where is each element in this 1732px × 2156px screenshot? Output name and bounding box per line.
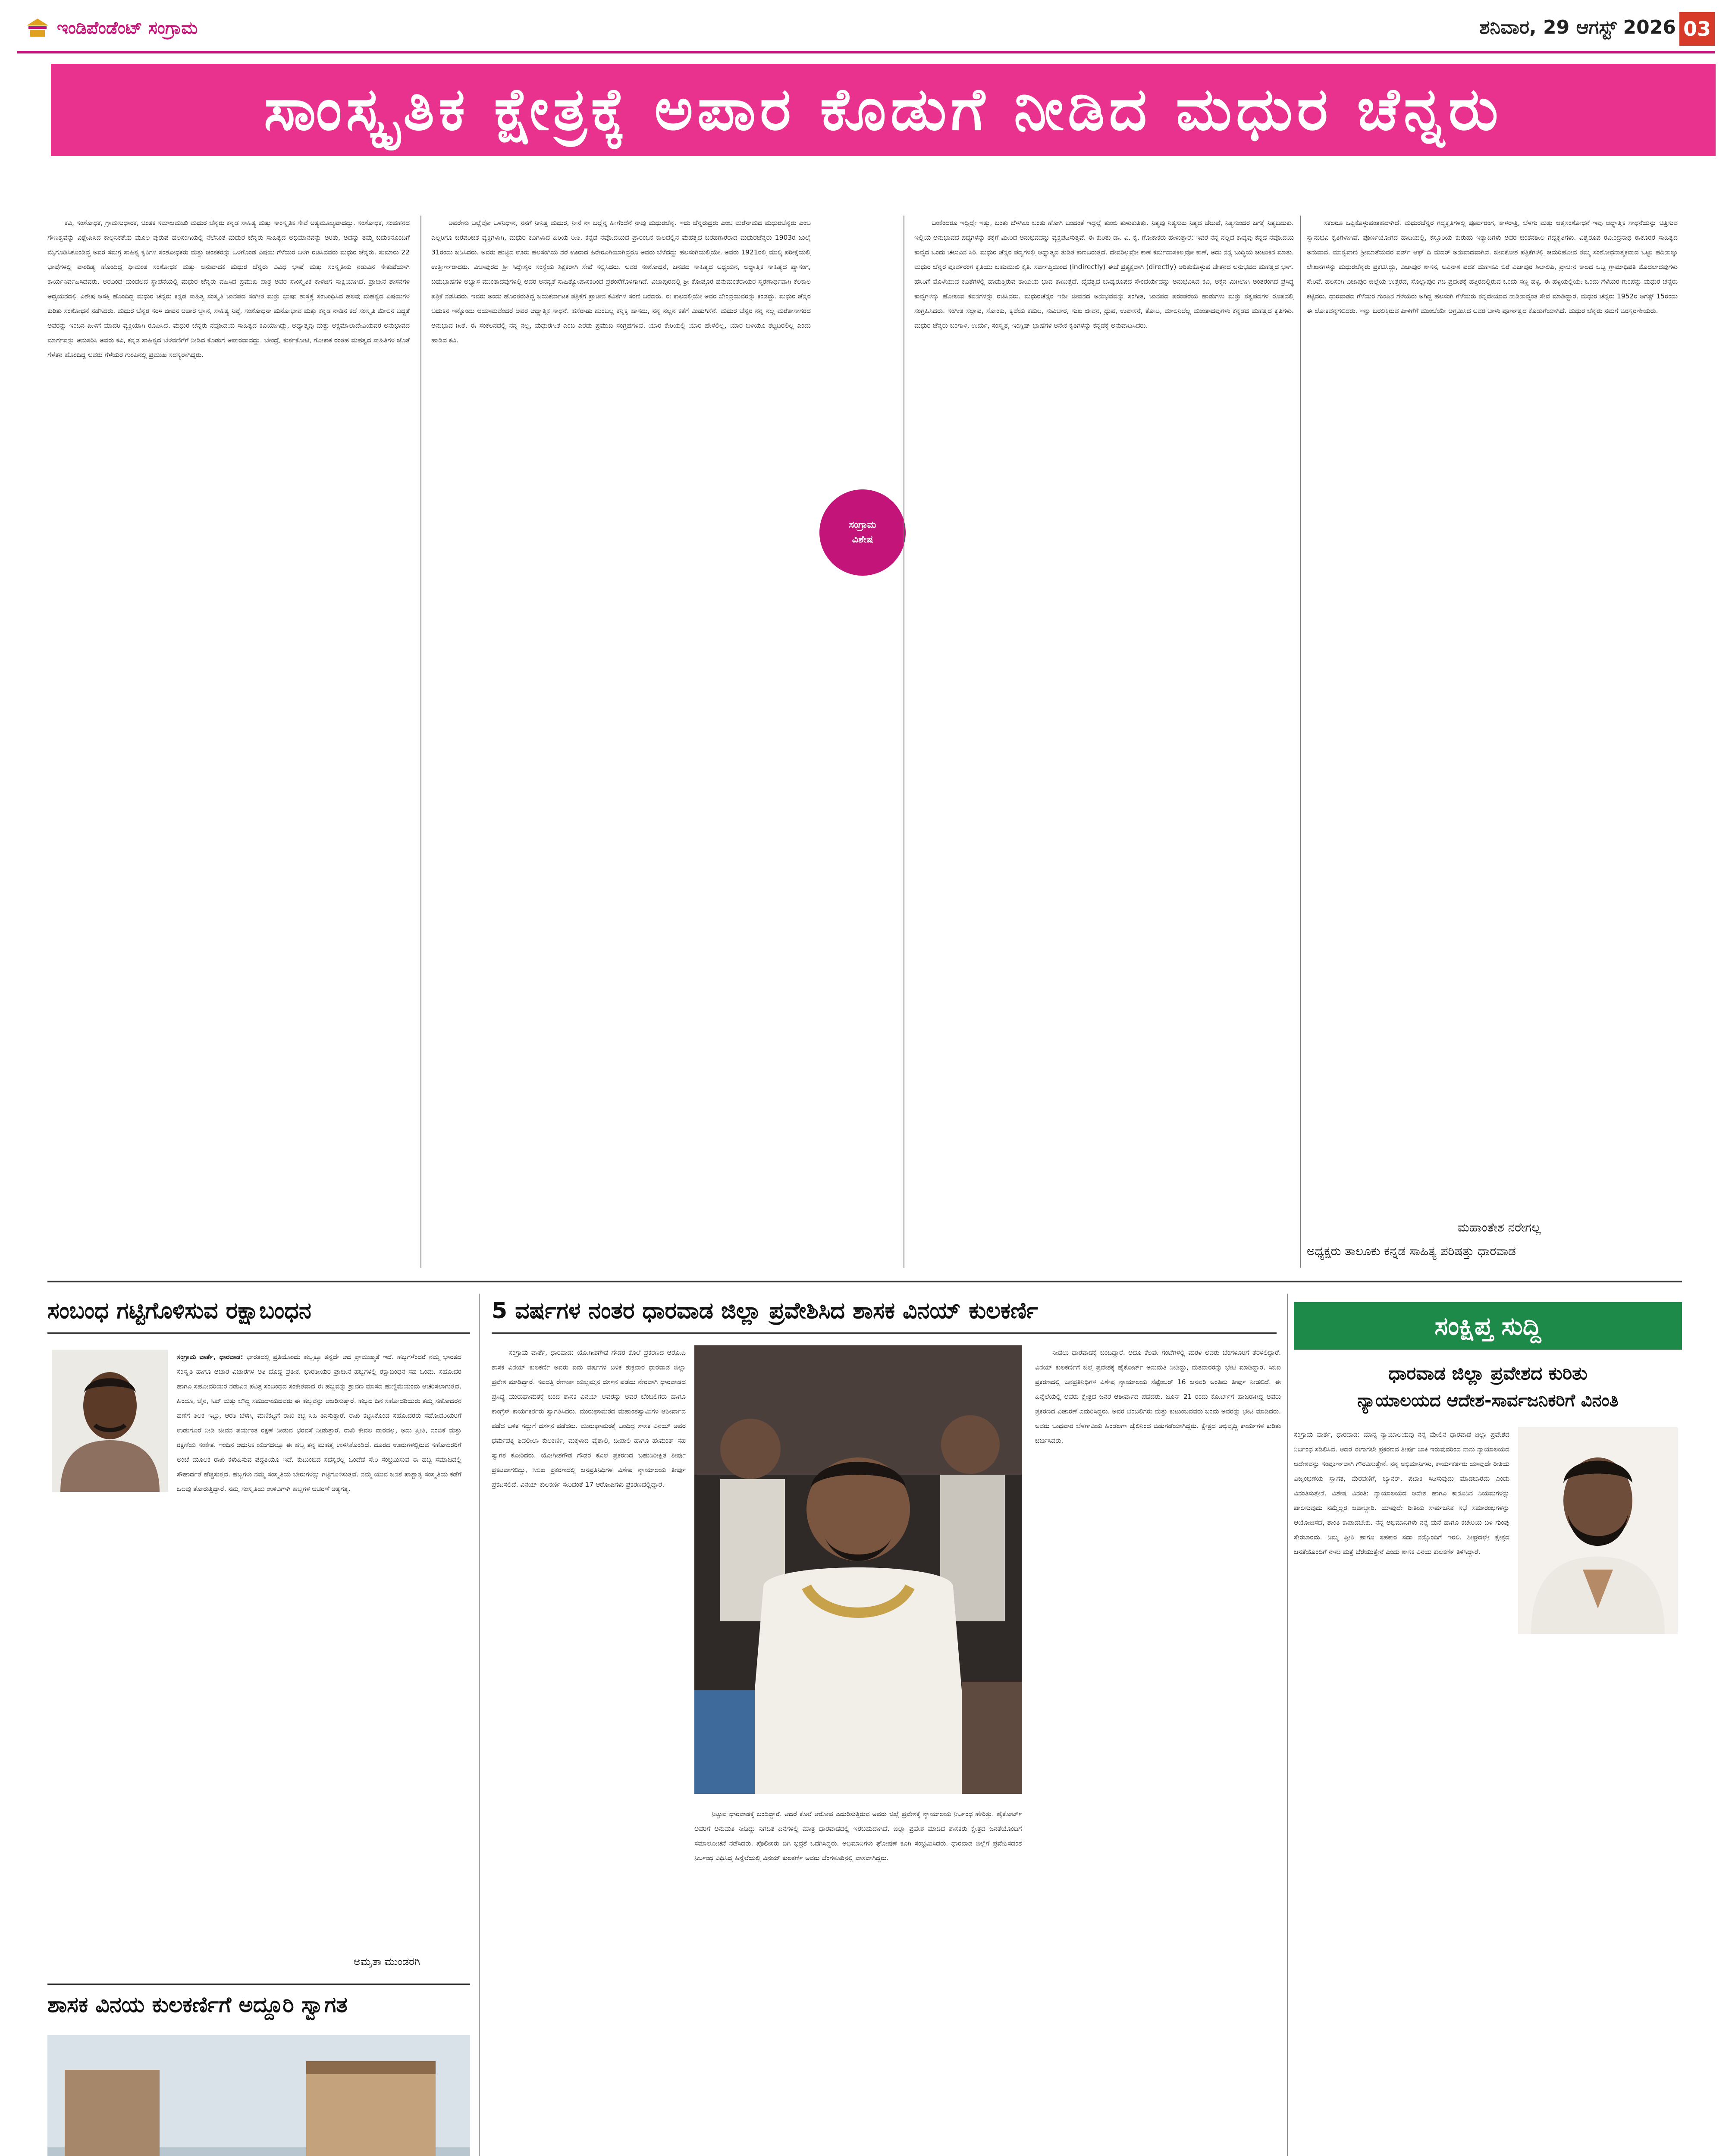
lead-signature-name: ಮಹಾಂತೇಶ ನರೇಗಲ್ಲ (1458, 1220, 1541, 1235)
lead-column-1 (47, 216, 410, 1268)
page-number: 03 (1679, 12, 1715, 46)
brief-label-box (1294, 1302, 1682, 1350)
brief-label: ಸಂಕ್ಷಿಪ್ತ ಸುದ್ದಿ (1434, 1311, 1541, 1341)
lead-divider-3 (1300, 216, 1301, 1268)
issue-date: ಶನಿವಾರ, 29 ಆಗಸ್ಟ್ 2026 (1479, 16, 1676, 38)
badge-line-1: ಸಂಗ್ರಾಮ (849, 520, 876, 530)
section-divider-right (1287, 1294, 1288, 2156)
raksha-signature: ಅಮೃತಾ ಮುಂಡರಗಿ (354, 1955, 420, 1968)
raksha-body (47, 1350, 461, 1949)
brief-photo-spacer (1509, 1427, 1678, 1643)
brief-headline-1: ಧಾರವಾಡ ಜಿಲ್ಲಾ ಪ್ರವೇಶದ ಕುರಿತು (1388, 1363, 1588, 1384)
lead-column-4 (1307, 216, 1678, 1207)
sangrama-special-badge (819, 489, 906, 576)
masthead-brand (26, 13, 198, 43)
section-divider-left (479, 1294, 480, 2156)
vinay-entry-col2-text: ನಿಟ್ಟುವ ಧಾರವಾಡಕ್ಕೆ ಬಂದಿದ್ದಾರೆ. ಆದರೆ ಕೊಲೆ ಆರೋಪ ಎದುರಿಸುತ್ತಿರುವ ಅವರು ಜಿಲ್ಲೆ ಪ್ರವೇಶಕ್ಕೆ ನ್ಯಾಯಾಲಯ ನಿರ್ಬಂಧ ಹೇರಿತ್ತು. ಹೈಕೋರ್ಟ್ ಅವರಿಗೆ ಅನುಮತಿ ನೀಡಿದ್ದು ನಿಗದಿತ ದಿನಗಳಲ್ಲಿ ಮಾತ್ರ ಧಾರವಾಡದಲ್ಲಿ ಇರಬಹುದಾಗಿದೆ. ಜಿಲ್ಲಾ ಪ್ರವೇಶ ಮಾಡಿದ ಶಾಸಕರು ಕ್ಷೇತ್ರದ ಜನತೆಯೊಂದಿಗೆ ಸಮಾಲೋಚನೆ ನಡೆಸಿದರು. ಪೊಲೀಸರು ಬಿಗಿ ಭದ್ರತೆ ಒದಗಿಸಿದ್ದರು. ಅಭಿಮಾನಿಗಳು ಘೋಷಣೆ ಕೂಗಿ ಸಂಭ್ರಮಿಸಿದರು. ಧಾರವಾಡ ಜಿಲ್ಲೆಗೆ ಪ್ರವೇಶಿಸದಂತೆ ನಿರ್ಬಂಧ ವಿಧಿಸಿದ್ದ ಹಿನ್ನೆಲೆಯಲ್ಲಿ ವಿನಯ್ ಕುಲಕರ್ಣಿ ಅವರು ಬೆಂಗಳೂರಿನಲ್ಲಿ ವಾಸವಾಗಿದ್ದರು. (694, 1810, 1022, 1862)
lead-bottom-rule (47, 1281, 1682, 1282)
vinay-entry-headline: 5 ವರ್ಷಗಳ ನಂತರ ಧಾರವಾಡ ಜಿಲ್ಲಾ ಪ್ರವೇಶಿಸಿದ ಶಾಸಕ ವಿನಯ್ ಕುಲಕರ್ಣಿ (492, 1298, 1038, 1324)
vinay-entry-head-rule (492, 1332, 1277, 1334)
brief-text: ಸಂಗ್ರಾಮ ವಾರ್ತೆ, ಧಾರವಾಡ: ಮಾನ್ಯ ನ್ಯಾಯಾಲಯವು ನನ್ನ ಮೇಲಿನ ಧಾರವಾಡ ಜಿಲ್ಲಾ ಪ್ರವೇಶದ ನಿರ್ಬಂಧ ಸಡಿಲಿಸಿದೆ. ಆದರೆ ಈಗಾಗಲೇ ಪ್ರಕರಣದ ತೀರ್ಪು ಬಾಕಿ ಇರುವುದರಿಂದ ನಾನು ನ್ಯಾಯಾಲಯದ ಆದೇಶವನ್ನು ಸಂಪೂರ್ಣವಾಗಿ ಗೌರವಿಸುತ್ತೇನೆ. ನನ್ನ ಅಭಿಮಾನಿಗಳು, ಕಾರ್ಯಕರ್ತರು ಯಾವುದೇ ರೀತಿಯ ವಿಜೃಂಭಣೆಯ ಸ್ವಾಗತ, ಮೆರವಣಿಗೆ, ಬ್ಯಾನರ್, ಪಟಾಕಿ ಸಿಡಿಸುವುದು ಮಾಡಬಾರದು ಎಂದು ವಿನಂತಿಸುತ್ತೇನೆ. ವಿಶೇಷ ವಿನಂತಿ: ನ್ಯಾಯಾಲಯದ ಆದೇಶ ಹಾಗೂ ಕಾನೂನಿನ ನಿಯಮಗಳನ್ನು ಪಾಲಿಸುವುದು ನಮ್ಮೆಲ್ಲರ ಜವಾಬ್ದಾರಿ. ಯಾವುದೇ ರೀತಿಯ ಸಾರ್ವಜನಿಕ ಸಭೆ ಸಮಾರಂಭಗಳನ್ನು ಆಯೋಜಿಸದೆ, ಶಾಂತಿ ಕಾಪಾಡಬೇಕು. ನನ್ನ ಅಭಿಮಾನಿಗಳು ನನ್ನ ಮನೆ ಹಾಗೂ ಕಚೇರಿಯ ಬಳಿ ಗುಂಪು ಸೇರಬಾರದು. ನಿಮ್ಮ ಪ್ರೀತಿ ಹಾಗೂ ಸಹಕಾರ ಸದಾ ನನ್ನೊಂದಿಗೆ ಇರಲಿ. ಶೀಘ್ರದಲ್ಲೇ ಕ್ಷೇತ್ರದ ಜನತೆಯೊಂದಿಗೆ ನಾನು ಮತ್ತೆ ಬೆರೆಯುತ್ತೇನೆ ಎಂದು ಶಾಸಕ ವಿನಯ ಕುಲಕರ್ಣಿ ತಿಳಿಸಿದ್ದಾರೆ. (1294, 1431, 1509, 1556)
brief-body (1294, 1427, 1678, 2156)
lead-column-3 (914, 216, 1294, 1268)
vinay-entry-column-2 (694, 1807, 1022, 2139)
raksha-photo-spacer (47, 1350, 177, 1505)
vinay-entry-column-1 (492, 1345, 686, 2139)
crowd-welcome-photo-icon (47, 2035, 470, 2156)
brand-name: ಇಂಡಿಪೆಂಡೆಂಟ್ ಸಂಗ್ರಾಮ (57, 18, 198, 38)
mla-crowd-photo-icon (694, 1345, 1022, 1794)
vinay-entry-column-3 (1035, 1345, 1281, 2139)
brand-logo-icon (26, 18, 49, 38)
lead-divider-1 (420, 216, 421, 1268)
raksha-head-rule (47, 1332, 470, 1334)
lead-signature-title: ಅಧ್ಯಕ್ಷರು ತಾಲೂಕು ಕನ್ನಡ ಸಾಹಿತ್ಯ ಪರಿಷತ್ತು ಧಾರವಾಡ (1307, 1244, 1516, 1258)
raksha-text: ಭಾರತದಲ್ಲಿ ಪ್ರತಿಯೊಂದು ಹಬ್ಬಕ್ಕೂ ತನ್ನದೇ ಆದ ಪ್ರಾಮುಖ್ಯತೆ ಇದೆ. ಹಬ್ಬಗಳೆಂದರೆ ನಮ್ಮ ಭಾರತದ ಸಂಸ್ಕೃತಿ ಹಾಗೂ ಆಚಾರ ವಿಚಾರಗಳ ಅತಿ ದೊಡ್ಡ ಪ್ರತೀಕ. ಭಾರತೀಯರ ಪ್ರಾಚೀನ ಹಬ್ಬಗಳಲ್ಲಿ ರಕ್ಷಾಬಂಧನ ಸಹ ಒಂದು. ಸಹೋದರ ಹಾಗೂ ಸಹೋದರಿಯರ ನಡುವಿನ ಪವಿತ್ರ ಸಂಬಂಧದ ಸಂಕೇತವಾದ ಈ ಹಬ್ಬವನ್ನು ಶ್ರಾವಣ ಮಾಸದ ಹುಣ್ಣಿಮೆಯಂದು ಆಚರಿಸಲಾಗುತ್ತದೆ. ಹಿಂದೂ, ಜೈನ, ಸಿಖ್ ಮತ್ತು ಬೌದ್ಧ ಸಮುದಾಯದವರು ಈ ಹಬ್ಬವನ್ನು ಆಚರಿಸುತ್ತಾರೆ. ಹಬ್ಬದ ದಿನ ಸಹೋದರಿಯರು ತಮ್ಮ ಸಹೋದರನ ಹಣೆಗೆ ತಿಲಕ ಇಟ್ಟು, ಆರತಿ ಬೆಳಗಿ, ಮಣಿಕಟ್ಟಿಗೆ ರಾಖಿ ಕಟ್ಟಿ ಸಿಹಿ ತಿನಿಸುತ್ತಾರೆ. ರಾಖಿ ಕಟ್ಟಿಸಿಕೊಂಡ ಸಹೋದರರು ಸಹೋದರಿಯರಿಗೆ ಉಡುಗೊರೆ ನೀಡಿ ಜೀವನ ಪರ್ಯಂತ ರಕ್ಷಣೆ ನೀಡುವ ಭರವಸೆ ನೀಡುತ್ತಾರೆ. ರಾಖಿ ಕೇವಲ ದಾರವಲ್ಲ, ಅದು ಪ್ರೀತಿ, ನಂಬಿಕೆ ಮತ್ತು ರಕ್ಷಣೆಯ ಸಂಕೇತ. ಇಂದಿನ ಆಧುನಿಕ ಯುಗದಲ್ಲೂ ಈ ಹಬ್ಬ ತನ್ನ ಮಹತ್ವ ಉಳಿಸಿಕೊಂಡಿದೆ. ದೂರದ ಊರುಗಳಲ್ಲಿರುವ ಸಹೋದರರಿಗೆ ಅಂಚೆ ಮೂಲಕ ರಾಖಿ ಕಳುಹಿಸುವ ಪದ್ಧತಿಯೂ ಇದೆ. ಕುಟುಂಬದ ಸದಸ್ಯರೆಲ್ಲ ಒಂದೆಡೆ ಸೇರಿ ಸಂಭ್ರಮಿಸುವ ಈ ಹಬ್ಬ ಸಮಾಜದಲ್ಲಿ ಸೌಹಾರ್ದತೆ ಹೆಚ್ಚಿಸುತ್ತದೆ. ಹಬ್ಬಗಳು ನಮ್ಮ ಸಂಸ್ಕೃತಿಯ ಬೇರುಗಳನ್ನು ಗಟ್ಟಿಗೊಳಿಸುತ್ತವೆ. ನಮ್ಮ ಯುವ ಜನತೆ ಪಾಶ್ಚಾತ್ಯ ಸಂಸ್ಕೃತಿಯ ಕಡೆಗೆ ಒಲವು ತೋರುತ್ತಿದ್ದಾರೆ. ನಮ್ಮ ಸಂಸ್ಕೃತಿಯ ಉಳಿವಿಗಾಗಿ ಹಬ್ಬಗಳ ಆಚರಣೆ ಅತ್ಯಗತ್ಯ. (177, 1353, 461, 1493)
vinay-welcome-photo (47, 2035, 470, 2156)
lead-col2-text: ಅವರೇನು ಬಲ್ಲೆವೋ ಒಳನಿಧಾನ, ನನಗೆ ನೀನಿತ್ತ ಮಧುರ, ನೀನೆ ನಾ ಬಲ್ಲೆನ್ನ ಹೀಗೆಂದೆನೆ ನಾವು ಮಧುರಚೆನ್ನ. ಇದು ಚೆನ್ನರುದ್ರರು ಎಂಬ ಮರೆನಾಮದ ಮಧುರಚೆನ್ನರು ಎಂಬ ಎಲ್ಲರಿಗೂ ಚಿರಪರಿಚಿತ ವ್ಯಕ್ತಿಗಳಾಗಿ, ಮಧುರ ಕವಿಗಳಾದ ಹಿರಿಯ ರೀತಿ. ಕನ್ನಡ ನವೋದಯದ ಪ್ರಾರಂಭಿಕ ಕಾಲದಲ್ಲಿನ ಮಹತ್ವದ ಬರಹಗಾರರಾದ ಮಧುರಚೆನ್ನರು 1903ರ ಜುಲೈ 31ರಂದು ಜನಿಸಿದರು. ಅವರು ಹುಟ್ಟಿದ ಊರು ಹಲಸಂಗಿಯ ನೆರೆ ಊರಾದ ಹಿರೇರೂಗಿಯಾಗಿದ್ದರೂ ಅವರು ಬೆಳೆದದ್ದು ಹಲಸಂಗಿಯಲ್ಲಿಯೇ. ಅವರು 1921ರಲ್ಲಿ ಮುಲ್ಕಿ ಪರೀಕ್ಷೆಯಲ್ಲಿ ಉತ್ತೀರ್ಣರಾದರು. ವಿಜಾಪುರದ ಶ್ರೀ ಸಿದ್ದೇಶ್ವರ ಸಂಸ್ಥೆಯ ಶಿಕ್ಷಕರಾಗಿ ಸೇವೆ ಸಲ್ಲಿಸಿದರು. ಅವರ ಸಂಶೋಧನೆ, ಜನಪದ ಸಾಹಿತ್ಯದ ಅಧ್ಯಯನ, ಅಧ್ಯಾತ್ಮಿಕ ಸಾಹಿತ್ಯದ ವ್ಯಾಸಂಗ, ಬಹುಭಾಷೆಗಳ ಅಭ್ಯಾಸ ಮುಂತಾದವುಗಳಲ್ಲಿ ಅವರ ಅನನ್ಯತೆ ಸಾಹಿತ್ಯೋಪಾಸಕರಿಂದ ಪ್ರಶಂಸೆಗೊಳಗಾಗಿದೆ. ವಿಜಾಪುರದಲ್ಲಿ ಶ್ರೀ ಕೋಷ್ಠೂರ ಹನುಮಂತರಾಯರ ಸ್ಮರಣಾರ್ಥವಾಗಿ ಕೆಲಕಾಲ ಪತ್ರಿಕೆ ನಡೆಸಿದರು. ಇವರು ಅಂದು ಹೊರತರುತ್ತಿದ್ದ ಜಯಕರ್ನಾಟಕ ಪತ್ರಿಕೆಗೆ ಪ್ರಾಚೀನ ಕವಿತೆಗಳ ಸರಣಿ ಬರೆದರು. ಈ ಕಾಲದಲ್ಲಿಯೇ ಅವರ ಬೇಂದ್ರೆಯವರನ್ನು ಕಂಡದ್ದು. ಮಧುರ ಚೆನ್ನರ ಬದುಕಿನ ಇನ್ನೊಂದು ಆಯಾಮವೆಂದರೆ ಅವರ ಆಧ್ಯಾತ್ಮಿಕ ಸಾಧನೆ. ಹಸೆರಾಡು ಹುಂಬಲ್ಲ ಕನ್ನಿಕ್ಕ ಹಾಸದು, ನನ್ನ ನಲ್ಲನ ಕತೆಗೆ ಮಿಡುಗಿಸೆನೆ. ಮಧುರ ಚೆನ್ನರ ನನ್ನ ನಲ್ಲ ಮರೆತಾಸಾಗರದ ಅನುಭಾವ ಗೀತೆ. ಈ ಸಂಕಲನದಲ್ಲಿ ನನ್ನ ನಲ್ಲ, ಮಧುರಗೀತ ಎಂಬ ಎರಡು ಪ್ರಮುಖ ಸಂಗ್ರಹಗಳಿವೆ. ಯಾರ ಕೇರಿಯಲ್ಲಿ ಯಾರ ಹೇಳಲಿಲ್ಲ, ಯಾರ ಬಳಿಯೂ ತಟ್ಟದಿರಲಿಲ್ಲ ಎಂದು ಹಾಡಿದ ಕವಿ. (431, 219, 811, 344)
vinay-entry-col3-text: ನೀಡಲು ಧಾರವಾಡಕ್ಕೆ ಬಂದಿದ್ದಾರೆ. ಅದೂ ಕೆಲವೇ ಗಂಟೆಗಳಲ್ಲಿ ಮರಳಿ ಅವರು ಬೆಂಗಳೂರಿಗೆ ತೆರಳಲಿದ್ದಾರೆ. ವಿನಯ್ ಕುಲಕರ್ಣಿಗೆ ಜಿಲ್ಲೆ ಪ್ರವೇಶಕ್ಕೆ ಹೈಕೋರ್ಟ್ ಅನುಮತಿ ನೀಡಿದ್ದು, ಮತದಾರರನ್ನು ಭೇಟಿ ಮಾಡಿದ್ದಾರೆ. ಸಿಬಿಐ ಪ್ರಕರಣದಲ್ಲಿ ಜನಪ್ರತಿನಿಧಿಗಳ ವಿಶೇಷ ನ್ಯಾಯಾಲಯ ಸೆಪ್ಟೆಂಬರ್ 16 ಜನವರಿ ಅಂತಿಮ ತೀರ್ಪು ನೀಡಲಿದೆ. ಈ ಹಿನ್ನೆಲೆಯಲ್ಲಿ ಅವರು ಕ್ಷೇತ್ರದ ಜನರ ಆಶೀರ್ವಾದ ಪಡೆದರು. ಜೂನ್ 21 ರಂದು ಕೋರ್ಟ್‌ಗೆ ಹಾಜರಾಗಿದ್ದ ಅವರು ಪ್ರಕರಣದ ವಿಚಾರಣೆ ಎದುರಿಸಿದ್ದರು. ಅವರ ಬೆಂಬಲಿಗರು ಮತ್ತು ಕುಟುಂಬದವರು ಬಂದು ಅವರನ್ನು ಭೇಟಿ ಮಾಡಿದರು. ಅವರು ಬುಧವಾರ ಬೆಳಗಾವಿಯ ಹಿಂಡಲಗಾ ಜೈಲಿನಿಂದ ಬಿಡುಗಡೆಯಾಗಿದ್ದರು. ಕ್ಷೇತ್ರದ ಅಭಿವೃದ್ಧಿ ಕಾರ್ಯಗಳ ಕುರಿತು ಚರ್ಚಿಸಿದರು. (1035, 1349, 1281, 1445)
raksha-bottom-rule (47, 1984, 470, 1985)
header-rule (17, 51, 1715, 53)
badge-line-2: ವಿಶೇಷ (852, 534, 873, 545)
raksha-byline: ಸಂಗ್ರಾಮ ವಾರ್ತೆ, ಧಾರವಾಡ: (177, 1353, 243, 1361)
lead-headline: ಸಾಂಸ್ಕೃತಿಕ ಕ್ಷೇತ್ರಕ್ಕೆ ಅಪಾರ ಕೊಡುಗೆ ನೀಡಿದ ಮಧುರ ಚೆನ್ನರು (51, 64, 1716, 156)
lead-col4-text: ಸಕಲರೂ ಒಪ್ಪಿಕೊಳ್ಳುವಂತಹದಾಗಿದೆ. ಮಧುರಚೆನ್ನರ ಗದ್ಯಕೃತಿಗಳಲ್ಲಿ ಪೂರ್ವರಂಗ, ಕಾಳರಾತ್ರಿ, ಬೆಳಗು ಮತ್ತು ಆತ್ಮಸಂಶೋಧನೆ ಇವು ಆಧ್ಯಾತ್ಮಿಕ ಸಾಧನೆಯನ್ನು ಚಿತ್ರಿಸುವ ಸ್ವಾನುಭವಿ ಕೃತಿಗಳಾಗಿವೆ. ಪೂರ್ಣಯೋಗದ ಹಾದಿಯಲ್ಲಿ, ಕಸ್ತೂರಿಯ ಕುರುಹು ಇತ್ಯಾದಿಗಳು ಅವರ ಚಿಂತನಶೀಲ ಗದ್ಯಕೃತಿಗಳು. ವಿಶ್ವರೂಪ ರವೀಂದ್ರನಾಥ ಠಾಕೂರರ ಸಾಹಿತ್ಯದ ಅನುವಾದ. ಮಾತೃವಾಣಿ ಶ್ರೀಮಾತೆಯವರ ವರ್ಡ್ ಆಫ್ ದಿ ಮದರ್ ಅನುವಾದವಾಗಿದೆ. ಜೀವಕೋಶ ಪತ್ರಿಕೆಗಳಲ್ಲಿ ಚದುರಿಹೋದ ತಮ್ಮ ಸಂಶೋಧನಾತ್ಮಕವಾದ ಒಟ್ಟು ಹದಿನಾಲ್ಕು ಲೇಖನಗಳನ್ನು ಮಧುರಚೆನ್ನರು ಪ್ರಕಟಿಸಿದ್ದು, ವಿಜಾಪುರ ಶಾಸನ, ಅವಿನಾಶ ಪದಕ ಮಹಾಕವಿ ಬಿರೆ ವಿಜಾಪುರ ಶಿಲಾಲಿಪಿ, ಪ್ರಾಚೀನ ಕಾಲದ ಒಬ್ಬ ಗ್ರಾಮಾಧಿಪತಿ ಮೊದಲಾದವುಗಳು ಸೇರಿವೆ. ಹಲಸಂಗಿ ವಿಜಾಪುರ ಜಿಲ್ಲೆಯ ಉತ್ತರದ, ಸೊಲ್ಲಾಪುರ ಗಡಿ ಪ್ರದೇಶಕ್ಕೆ ಹತ್ತಿರದಲ್ಲಿರುವ ಒಂದು ಸಣ್ಣ ಹಳ್ಳಿ. ಈ ಹಳ್ಳಿಯಲ್ಲಿಯೇ ಒಂದು ಗೆಳೆಯರ ಗುಂಪನ್ನು ಮಧುರ ಚೆನ್ನರು ಕಟ್ಟಿದರು. ಧಾರವಾಡದ ಗೆಳೆಯರ ಗುಂಪಿನ ಗೆಳೆಯರು ಅಗಿದ್ದ ಹಲಸಂಗಿ ಗೆಳೆಯರು ತನ್ನದೇಯಾದ ನಾಡಿನಾದ್ಯಂತ ಸೇವೆ ಮಾಡಿದ್ದಾರೆ. ಮಧುರ ಚೆನ್ನರು 1952ರ ಆಗಸ್ಟ್ 15ರಂದು ಈ ಲೋಕವನ್ನಗಲಿದರು. ಇನ್ನು ಬರಲಿಕ್ಕಿರುವ ಪೀಳಿಗೆಗೆ ಮುಂಚೆಯೇ ಅಗ್ರಮಿಸಿದ ಅವರ ಬಾಳು ಪೂರ್ಣತ್ವದ ಕೊಡುಗೆಯಾಗಿದೆ. ಮಧುರ ಚೆನ್ನರು ನಮಗೆ ಚಿರಸ್ಮರಣೀಯರು. (1307, 219, 1678, 315)
lead-col1-text: ಕವಿ, ಸಂಶೋಧಕ, ಗ್ರಾಮಸುಧಾರಕ, ಚಿಂತಕ ಸಮಾಜಮುಖಿ ಮಧುರ ಚೆನ್ನರು ಕನ್ನಡ ಸಾಹಿತ್ಯ ಮತ್ತು ಸಾಂಸ್ಕೃತಿಕ ಸೇವೆ ಅತ್ಯಮೂಲ್ಯವಾದದ್ದು. ಸಂಶೋಧಕ, ಸಂವಹನದ ಗೌಣತ್ವವನ್ನು ವಿಶ್ಲೇಷಿಸಿದ ಕಾಲ್ಪನಿಕತೆಯ ಮೂಲ ಪುರುಷ ಹಲಸಂಗಿಯಲ್ಲಿ ನೆಲೆನಿಂತ ಮಧುರ ಚೆನ್ನರು ಸಾಹಿತ್ಯದ ಅಭಿಮಾನವನ್ನು ಅರಿತು, ಅದನ್ನು ತಮ್ಮ ಬದುಕಿನೊಂದಿಗೆ ಮೈಗೂಡಿಸಿಕೊಂಡಿದ್ದ ಅವರ ಸಮಗ್ರ ಸಾಹಿತ್ಯ ಕೃತಿಗಳ ಸಂಶೋಧಕರು ಮತ್ತು ಚಿಂತಕರನ್ನು ಒಳಗೊಂಡ ವಿಷಯ ಗೆಳೆಯರ ಬಳಗ ರಚಿಸಿದವರು ಮಧುರ ಚೆನ್ನರು. ಸುಮಾರು 22 ಭಾಷೆಗಳಲ್ಲಿ ಪಾಂಡಿತ್ಯ ಹೊಂದಿದ್ದ ಧೀಮಂತ ಸಂಶೋಧಕ ಮತ್ತು ಅನುವಾದಕ ಮಧುರ ಚೆನ್ನರು ವಿವಿಧ ಭಾಷೆ ಮತ್ತು ಸಂಸ್ಕೃತಿಯ ನಡುವಿನ ಸೇತುವೆಯಾಗಿ ಕಾರ್ಯನಿರ್ವಹಿಸಿದವರು. ಅರವಿಂದ ಮಂಡಲದ ಸ್ಥಾಪನೆಯಲ್ಲಿ ಮಧುರ ಚೆನ್ನರು ವಹಿಸಿದ ಪ್ರಮುಖ ಪಾತ್ರ ಅವರ ಸಾಂಸ್ಕೃತಿಕ ಕಾಳಜಿಗೆ ಸಾಕ್ಷಿಯಾಗಿದೆ. ಪ್ರಾಚೀನ ಶಾಸನಗಳ ಅಧ್ಯಯನದಲ್ಲಿ ವಿಶೇಷ ಆಸಕ್ತಿ ಹೊಂದಿದ್ದ ಮಧುರ ಚೆನ್ನರು ಕನ್ನಡ ಸಾಹಿತ್ಯ ಸಂಸ್ಕೃತಿ ಜಾನಪದ ಸಂಗೀತ ಮತ್ತು ಭಾಷಾ ಶಾಸ್ತ್ರಕ್ಕೆ ಸಂಬಂಧಿಸಿದ ಹಲವು ಮಹತ್ವದ ವಿಷಯಗಳ ಕುರಿತು ಸಂಶೋಧನೆ ನಡೆಸಿದರು. ಮಧುರ ಚೆನ್ನರ ಸರಳ ಜೀವನ ಅಪಾರ ಜ್ಞಾನ, ಸಾಹಿತ್ಯ ನಿಷ್ಠೆ, ಸಂಶೋಧನಾ ಮನೋಭಾವ ಮತ್ತು ಕನ್ನಡ ನಾಡಿನ ಕಲೆ ಸಂಸ್ಕೃತಿ ಮೇಲಿನ ಬದ್ಧತೆ ಅವರನ್ನು ಇಂದಿನ ಪೀಳಿಗೆ ಮಾದರಿ ವ್ಯಕ್ತಿಯಾಗಿ ರೂಪಿಸಿದೆ. ಮಧುರ ಚೆನ್ನರು ನವೋದಯ ಸಾಹಿತ್ಯದ ಕವಿಯಾಗಿದ್ದು, ಅಧ್ಯಾತ್ಮವು ಮತ್ತು ಅಕ್ಷಮಾಲಾದೇವಿಯವರ ಅನುಭಾವದ ಮಾರ್ಗವನ್ನು ಅನುಸರಿಸಿ ಅವರು ಕವಿ, ಕನ್ನಡ ಸಾಹಿತ್ಯದ ಬೆಳವಣಿಗೆಗೆ ನೀಡಿದ ಕೊಡುಗೆ ಅಪಾರವಾದದ್ದು. ಬೇಂದ್ರೆ, ಕುರ್ತಕೋಟಿ, ಗೋಕಾಕ ರಂತಹ ಮಹತ್ವದ ಸಾಹಿತಿಗಳ ಜೊತೆ ಗೆಳೆತನ ಹೊಂದಿದ್ದ ಅವರು ಗೆಳೆಯರ ಗುಂಪಿನಲ್ಲಿ ಪ್ರಮುಖ ಸದಸ್ಯರಾಗಿದ್ದರು. (47, 219, 410, 359)
vinay-entry-photo (694, 1345, 1022, 1794)
lead-column-2 (431, 216, 811, 1268)
brief-headline-2: ನ್ಯಾಯಾಲಯದ ಆದೇಶ-ಸಾರ್ವಜನಿಕರಿಗೆ ವಿನಂತಿ (1357, 1391, 1619, 1410)
vinay-welcome-headline: ಶಾಸಕ ವಿನಯ ಕುಲಕರ್ಣಿಗೆ ಅದ್ದೂರಿ ಸ್ವಾಗತ (47, 1992, 348, 2017)
lead-col3-text: ಬಂಕೆಂದರೂ ಇದ್ದಿದ್ದೇ ಇತ್ತು, ಬಂತು ಬೆಳಗಿಲು ಬಂತು ಹೋಗಿ ಬಂದಂತೆ ಇದ್ದಲ್ಲೆ ತುಂಬಿ ತುಳುಕುತಿತ್ತು. ನಿತ್ಯವು ನಿತ್ಯಸುಖ ನಿತ್ಯದ ಚೆಲುವೆ, ನಿತ್ಯಸುಂದರ ಜಗಕ್ಕೆ ನಿತ್ಯಬದುಕು. ಇಲ್ಲಿಯ ಅನುಭಾವದ ಪದ್ಯಗಳನ್ನು ತಕ್ಕೆಗೆ ಮೀರಿದ ಅನುಭವವನ್ನು ವ್ಯಕ್ತಪಡಿಸುತ್ತವೆ. ಈ ಕುರಿತು ಡಾ. ವಿ. ಕೃ. ಗೋಕಾಕರು ಹೇಳುತ್ತಾರೆ: ಇವರ ನನ್ನ ನಲ್ಲದ ಕಾವ್ಯವು ಕನ್ನಡ ನವೋದಯ ಕಾವ್ಯದ ಒಂದು ಚೆಲುವಿನ ಸಿರಿ. ಮಧುರ ಚೆನ್ನರ ಪದ್ಯಗಳಲ್ಲಿ ಆಧ್ಯಾತ್ಮದ ತುಡಿತ ಕಾಣಬರುತ್ತದೆ. ದೇವರಿಲ್ಲವೋ ಕಾಣೆ ಕರ್ಮದಾಸಕಿಲ್ಲವೋ ಕಾಣೆ, ಅದು ನನ್ನ ಬುದ್ಧಿಯ ಚುಟುಕಿನ ಮಾತು. ಮಧುರ ಚೆನ್ನರ ಪೂರ್ವರಂಗ ಕೃತಿಯು ಬಹುಮುಖಿ ಕೃತಿ. ಸರ್ವಾಪ್ತಿಯಿಂದ (indirectly) ಈಚೆ ಪ್ರತ್ಯಕ್ಷವಾಗಿ (directly) ಅರಿತುಕೊಳ್ಳುವ ಚೇತನದ ಅನುಭವದ ಮಹತ್ವದ ಭಾಗ. ಹಸಿರಿಗೆ ಮೊಳೆಯುವ ಕವಿತೆಗಳಲ್ಲಿ ಹಾಡುತ್ತಿರುವ ತಾಯಿಯ ಭಾವ ಕಾಣುತ್ತದೆ. ದೈವತ್ವದ ಬಾಹ್ಯರೂಪದ ಸೌಂದರ್ಯವನ್ನು ಅನುಭವಿಸಿದ ಕವಿ, ಅಕ್ಕನ ಮಿಗಿಲಾಗಿ ಅಂತರಂಗದ ಪ್ರಸಿದ್ಧ ಕಾವ್ಯಗಳನ್ನು ಹೋಲುವ ಕವನಗಳನ್ನು ರಚಿಸಿದರು. ಮಧುರಚೆನ್ನರ ಇಡೀ ಜೀವನದ ಅನುಭವವನ್ನು ಸಂಗೀತ, ಜಾನಪದ ಪರಂಪರೆಯ ಹಾಡುಗಳು ಮತ್ತು ತತ್ವಪದಗಳ ರೂಪದಲ್ಲಿ ಸಂಗ್ರಹಿಸಿದರು. ಸಂಗೀತ ಸಲ್ಲಾಪ, ಸೋಂಕು, ಕೃಪೆಯ ಕಮಲ, ಸುವಿಚಾರ, ಸುಖ ಜೀವನ, ಧ್ರುವ, ಉಪಾಸನೆ, ತೋಟ, ಮಾಲಿನಿಲೆಲ್ಲ ಮುಂತಾದವುಗಳು ಕನ್ನಡದ ಮಹತ್ವದ ಕೃತಿಗಳು. ಮಧುರ ಚೆನ್ನರು ಬಂಗಾಳಿ, ಉರ್ದು, ಸಂಸ್ಕೃತ, ಇಂಗ್ಲಿಷ್ ಭಾಷೆಗಳ ಅನೇಕ ಕೃತಿಗಳನ್ನು ಕನ್ನಡಕ್ಕೆ ಅನುವಾದಿಸಿದರು. (914, 219, 1294, 329)
raksha-headline: ಸಂಬಂಧ ಗಟ್ಟಿಗೊಳಿಸುವ ರಕ್ಷಾಬಂಧನ (47, 1298, 311, 1324)
vinay-entry-col1-text: ಸಂಗ್ರಾಮ ವಾರ್ತೆ, ಧಾರವಾಡ: ಯೋಗೀಶಗೌಡ ಗೌಡರ ಕೊಲೆ ಪ್ರಕರಣದ ಆರೋಪಿ ಶಾಸಕ ವಿನಯ್ ಕುಲಕರ್ಣಿ ಅವರು ಐದು ವರ್ಷಗಳ ಬಳಿಕ ಶುಕ್ರವಾರ ಧಾರವಾಡ ಜಿಲ್ಲಾ ಪ್ರವೇಶ ಮಾಡಿದ್ದಾರೆ. ಸವದತ್ತಿ ರೇಣುಕಾ ಯಲ್ಲಮ್ಮನ ದರ್ಶನ ಪಡೆದು ನೇರವಾಗಿ ಧಾರವಾಡದ ಪ್ರಸಿದ್ಧ ಮುರುಘಾಮಠಕ್ಕೆ ಬಂದ ಶಾಸಕ ವಿನಯ್ ಅವರನ್ನು ಅವರ ಬೆಂಬಲಿಗರು ಹಾಗೂ ಕಾಂಗ್ರೆಸ್ ಕಾರ್ಯಕರ್ತರು ಸ್ವಾಗತಿಸಿದರು. ಮುರುಘಾಮಠದ ಮಹಾಂತಸ್ವಾಮಿಗಳ ಆಶೀರ್ವಾದ ಪಡೆದ ಬಳಿಕ ಗದ್ದುಗೆ ದರ್ಶನ ಪಡೆದರು. ಮುರುಘಾಮಠಕ್ಕೆ ಬಂದಿದ್ದ ಶಾಸಕ ವಿನಯ್ ಅವರ ಧರ್ಮಪತ್ನಿ ಶಿವಲೀಲಾ ಕುಲಕರ್ಣಿ, ಮಕ್ಕಳಾದ ವೈಶಾಲಿ, ದೀಪಾಲಿ ಹಾಗೂ ಹೇಮಂತ್ ಸಹ ಸ್ವಾಗತ ಕೋರಿದರು. ಯೋಗೀಶಗೌಡ ಗೌಡರ ಕೊಲೆ ಪ್ರಕರಣದ ಬಹುನಿರೀಕ್ಷಿತ ತೀರ್ಪು ಪ್ರಕಟವಾಗಲಿದ್ದು, ಸಿಬಿಐ ಪ್ರಕರಣದಲ್ಲಿ ಜನಪ್ರತಿನಿಧಿಗಳ ವಿಶೇಷ ನ್ಯಾಯಾಲಯ ತೀರ್ಪು ಪ್ರಕಟಿಸಲಿದೆ. ವಿನಯ್ ಕುಲಕರ್ಣಿ ಸೇರಿದಂತೆ 17 ಆರೋಪಿಗಳು ಪ್ರಕರಣದಲ್ಲಿದ್ದಾರೆ. (492, 1349, 686, 1489)
